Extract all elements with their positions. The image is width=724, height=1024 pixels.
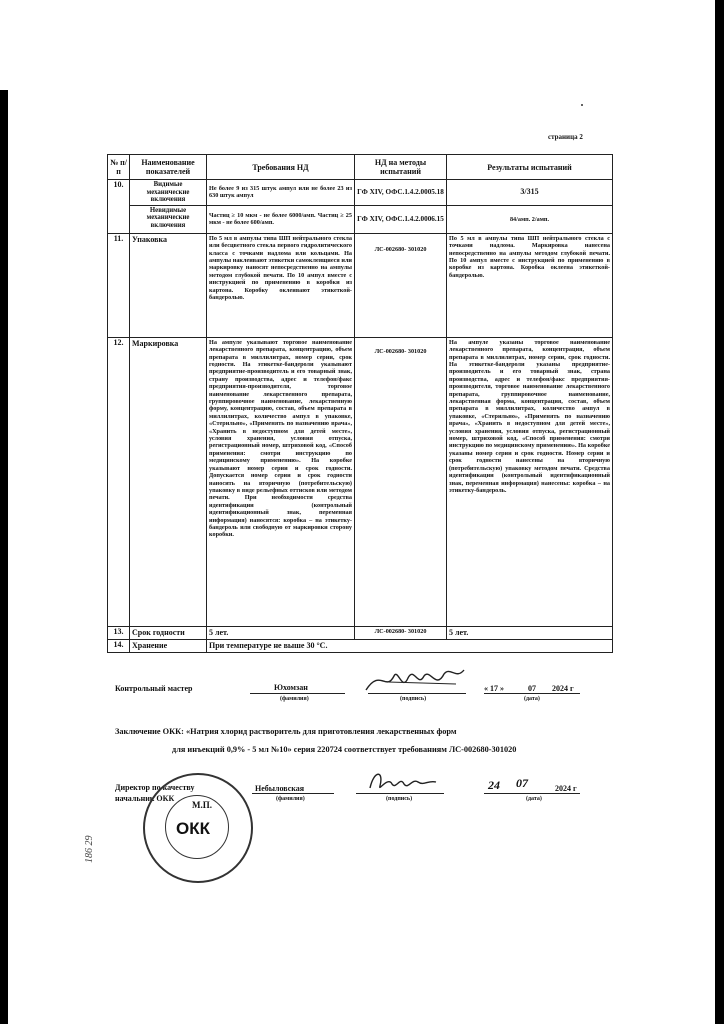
row-requirements: Не более 9 из 315 штук ампул или не более 23 из 630 штук ампул xyxy=(207,180,355,206)
row-requirements: Частиц ≥ 10 мкм - не более 6000/амп. Частиц ≥ 25 мкм - не более 600/амп. xyxy=(207,205,355,233)
controller-surname-caption: (фамилия) xyxy=(280,696,309,702)
row-name: Видимые механические включения xyxy=(130,180,207,206)
controller-date-month: 07 xyxy=(528,684,536,693)
director-date-caption: (дата) xyxy=(526,796,542,802)
director-surname-line xyxy=(252,793,334,794)
director-label-2: начальник ОКК xyxy=(115,794,175,803)
controller-signature-caption: (подпись) xyxy=(400,696,427,702)
controller-date-year: 2024 г xyxy=(552,684,574,693)
row-result: 5 лет. xyxy=(447,626,613,639)
controller-surname-line xyxy=(250,693,345,694)
controller-date-line xyxy=(484,693,580,694)
director-signature-line xyxy=(356,793,444,794)
row-requirements: При температуре не выше 30 °С. xyxy=(207,639,613,652)
row-num: 14. xyxy=(108,639,130,652)
conclusion-line-2: для инъекций 0,9% - 5 мл №10» серия 220724 соответствует требованиям ЛС-002680-301020 xyxy=(172,745,517,754)
header-requirements: Требования НД xyxy=(207,155,355,180)
director-date-day: 24 xyxy=(488,778,500,792)
row-name: Хранение xyxy=(130,639,207,652)
row-result: 84/амп. 2/амп. xyxy=(447,205,613,233)
row-result: По 5 мл в ампулы типа ШП нейтрального стекла с точками надлома. Маркировка нанесена непосредственно на ампулы методом глубокой печати. По 10 ампул вместе с инструкцией по применению в коробке из картона. Коробка оклеена этикеткой-бандеролью. xyxy=(447,233,613,337)
controller-surname: Юхомзан xyxy=(274,683,308,692)
header-num: № п/п xyxy=(108,155,130,180)
page-label: страница 2 xyxy=(548,133,583,141)
header-results: Результаты испытаний xyxy=(447,155,613,180)
director-date-month: 07 xyxy=(516,776,528,790)
row-result: На ампуле указаны торговое наименование лекарственного препарата, концентрация, объем препарата в миллилитрах, номер серии, срок годности. На этикетке-бандероли указаны предприятие-производитель и его товарный знак, страна производства, адрес и телефон/факс предприятия-производителя, торговое наименование лекарственного препарата, группировочное наименование, лекарственная форма, концентрация, состав, объем препарата в миллилитрах, количество ампул в упаковке, «Стерильно», «Применять по назначению врача», «Хранить в недоступном для детей месте», условия хранения, условия отпуска, регистрационный номер, штриховой код, «Способ применения: смотри инструкцию по медицинскому применению». На коробке указаны номер серии и срок годности. Номер серии и срок годности нанесены на вторичную (потребительскую) упаковку методом печати. Средства идентификации (контрольный идентификационный знак, переменная информация) нанесены: коробка – на этикетку-бандероль. xyxy=(447,337,613,626)
row-num: 10. xyxy=(108,180,130,234)
scan-dot xyxy=(581,104,583,106)
director-date-line xyxy=(484,793,580,794)
row-method: ГФ XIV, ОФС.1.4.2.0005.18 xyxy=(355,180,447,206)
handwritten-side-note: 186 29 xyxy=(84,835,95,863)
controller-signature xyxy=(360,662,470,700)
table-row xyxy=(108,180,613,206)
table-row xyxy=(108,233,613,337)
row-method: ЛС-002680- 301020 xyxy=(355,626,447,639)
row-num: 13. xyxy=(108,626,130,639)
stamp-mp-text: М.П. xyxy=(192,800,212,810)
row-num: 12. xyxy=(108,337,130,626)
director-label-1: Директор по качеству xyxy=(115,783,195,792)
table-row xyxy=(108,337,613,626)
director-signature-caption: (подпись) xyxy=(386,796,413,802)
row-method: ГФ XIV, ОФС.1.4.2.0006.15 xyxy=(355,205,447,233)
row-requirements: 5 лет. xyxy=(207,626,355,639)
header-name: Наименование показателей xyxy=(130,155,207,180)
row-name: Упаковка xyxy=(130,233,207,337)
row-result: 3/315 xyxy=(447,180,613,206)
row-name: Маркировка xyxy=(130,337,207,626)
row-method: ЛС-002680- 301020 xyxy=(355,233,447,337)
director-surname: Небыловская xyxy=(255,784,305,793)
controller-date-day: « 17 » xyxy=(484,684,504,693)
controller-label: Контрольный мастер xyxy=(115,684,193,693)
company-stamp xyxy=(143,773,253,883)
row-requirements: На ампуле указывают торговое наименование лекарственного препарата, концентрацию, объем препарата в миллилитрах, номер серии, срок годности. На этикетке-бандероли указывают предприятие-производитель и его товарный знак, страну производства, адрес и телефон/факс предприятия-производителя, торговое наименование лекарственного препарата, группировочное наименование, лекарственную форму, концентрацию, состав, объем препарата в миллилитрах, количество ампул в упаковке, «Стерильно», «Применять по назначению врача», «Хранить в недоступном для детей месте», условия хранения, условия отпуска, регистрационный номер, штриховой код, «Способ применения: смотри инструкцию по медицинскому применению». На коробке указывают номер серии и срок годности. Допускается номер серии и срок годности наносить на вторичную (потребительскую) упаковку в виде рельефных оттисков или методом печати. При необходимости средства идентификации (контрольный идентификационный знак, переменная информация) наносятся: коробка – на этикетку-бандероль или свободную от маркировки сторону коробки. xyxy=(207,337,355,626)
test-results-table xyxy=(107,154,613,653)
table-row xyxy=(108,639,613,652)
table-header-row xyxy=(108,155,613,180)
controller-date-caption: (дата) xyxy=(524,696,540,702)
row-name: Срок годности xyxy=(130,626,207,639)
director-surname-caption: (фамилия) xyxy=(276,796,305,802)
table-row xyxy=(108,205,613,233)
stamp-inner-ring xyxy=(165,795,229,859)
row-requirements: По 5 мл в ампулы типа ШП нейтрального стекла или бесцветного стекла первого гидролитического класса с точками надлома или кольцами. На ампулы наклеивают этикетки самоклеящиеся или маркировку наносят непосредственно на ампулы методом глубокой печати. По 10 ампул вместе с инструкцией по применению в коробки из картона. Коробку оклеивают этикеткой-бандеролью. xyxy=(207,233,355,337)
director-signature xyxy=(362,766,442,796)
controller-signature-line xyxy=(368,693,466,694)
row-method: ЛС-002680- 301020 xyxy=(355,337,447,626)
row-num: 11. xyxy=(108,233,130,337)
scan-right-edge xyxy=(715,0,724,1024)
table-row xyxy=(108,626,613,639)
header-methods: НД на методы испытаний xyxy=(355,155,447,180)
stamp-okk-text: ОКК xyxy=(176,819,210,838)
row-name: Невидимые механические включения xyxy=(130,205,207,233)
conclusion-line-1: Заключение ОКК: «Натрия хлорид растворитель для приготовления лекарственных форм xyxy=(115,727,457,736)
director-date-year: 2024 г xyxy=(555,784,577,793)
